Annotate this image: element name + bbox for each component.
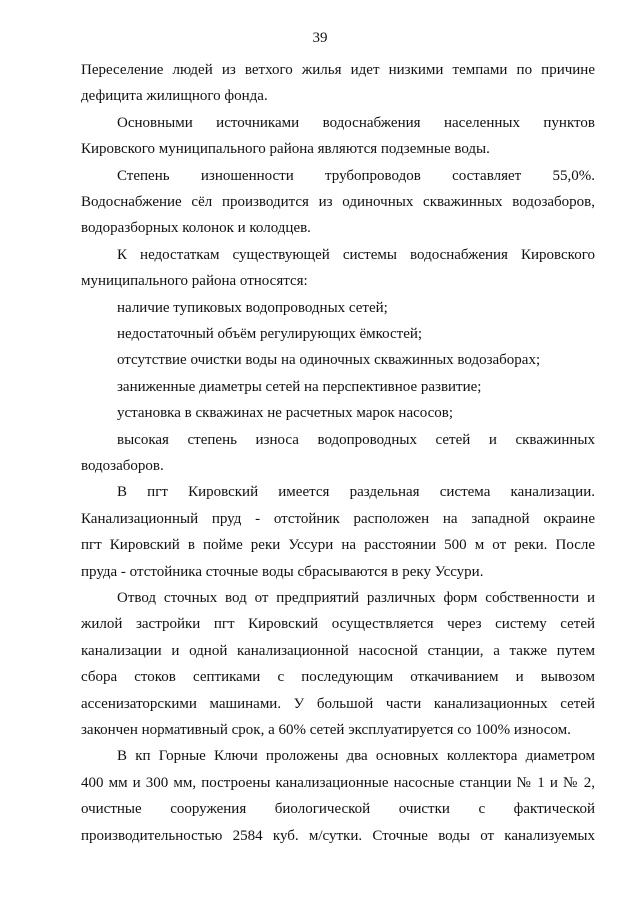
text-line: закончен нормативный срок, а 60% сетей эксплуатируется со 100% износом.	[81, 722, 571, 738]
text-line: водоразборных колонок и колодцев.	[81, 220, 311, 236]
list-item: высокая степень износа водопроводных сетей и скважинных	[117, 432, 595, 448]
text-line: 400 мм и 300 мм, построены канализационные насосные станции № 1 и № 2,	[81, 775, 595, 791]
list-item: недостаточный объём регулирующих ёмкостей;	[117, 326, 423, 342]
text-line: производительностью 2584 куб. м/сутки. Сточные воды от канализуемых	[81, 828, 595, 844]
text-line: Канализационный пруд - отстойник расположен на западной окраине	[81, 511, 595, 527]
text-line: пгт Кировский в пойме реки Уссури на расстоянии 500 м от реки. После	[81, 537, 595, 553]
text-line: В пгт Кировский имеется раздельная система канализации.	[117, 484, 595, 500]
list-item: установка в скважинах не расчетных марок насосов;	[117, 405, 454, 421]
list-item: отсутствие очистки воды на одиночных скважинных водозаборах;	[117, 352, 541, 368]
text-line: ассенизаторскими машинами. У большой части канализационных сетей	[81, 696, 595, 712]
text-line: водозаборов.	[81, 458, 164, 474]
text-line: К недостаткам существующей системы водоснабжения Кировского	[117, 247, 595, 263]
text-line: В кп Горные Ключи проложены два основных коллектора диаметром	[117, 748, 595, 764]
text-line: канализации и одной канализационной насосной станции, а также путем	[81, 643, 595, 659]
page-number: 39	[312, 30, 328, 46]
text-line: муниципального района относятся:	[81, 273, 308, 289]
text-line: Водоснабжение сёл производится из одиночных скважинных водозаборов,	[81, 194, 595, 210]
text-line: Кировского муниципального района являются подземные воды.	[81, 141, 490, 157]
text-line: сбора стоков септиками с последующим откачиванием и вывозом	[81, 669, 595, 685]
list-item: наличие тупиковых водопроводных сетей;	[117, 300, 388, 316]
text-line: жилой застройки пгт Кировский осуществляется через систему сетей	[81, 616, 595, 632]
text-line: Переселение людей из ветхого жилья идет низкими темпами по причине	[81, 62, 595, 78]
text-line: Отвод сточных вод от предприятий различных форм собственности и	[117, 590, 595, 606]
text-line: очистные сооружения биологической очистки с фактической	[81, 801, 595, 817]
text-line: Степень изношенности трубопроводов составляет 55,0%.	[117, 168, 595, 184]
text-line: пруда - отстойника сточные воды сбрасываются в реку Уссури.	[81, 564, 484, 580]
list-item: заниженные диаметры сетей на перспективное развитие;	[117, 379, 482, 395]
text-line: Основными источниками водоснабжения населенных пунктов	[117, 115, 595, 131]
text-line: дефицита жилищного фонда.	[81, 88, 268, 104]
